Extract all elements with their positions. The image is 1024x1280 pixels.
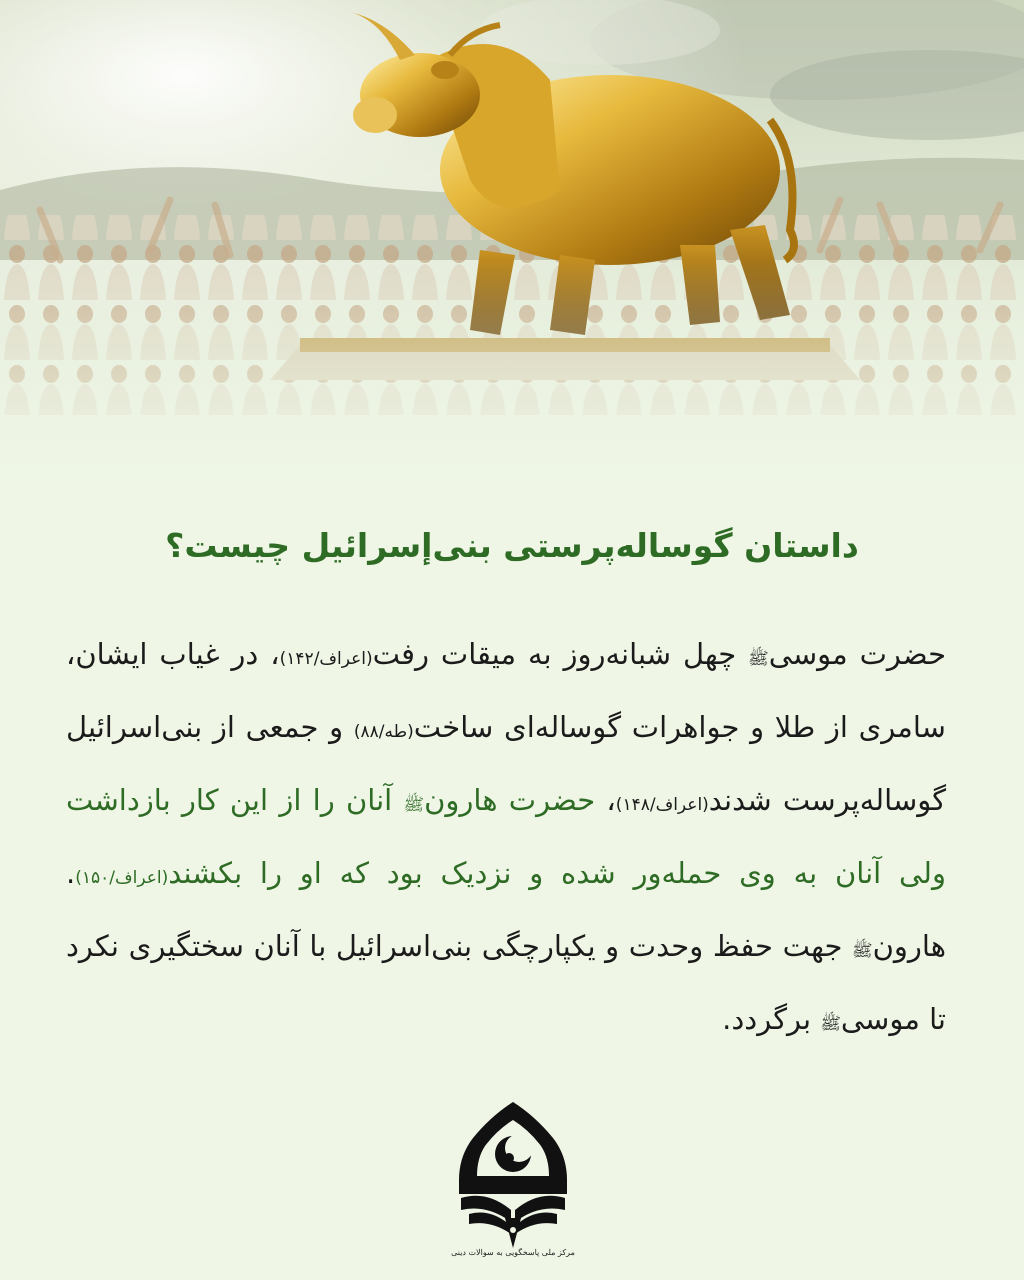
article-title: داستان گوساله‌پرستی بنی‌إسرائیل چیست؟ — [165, 526, 859, 565]
logo-caption: مرکز ملی پاسخگویی به سوالات دینی — [451, 1248, 575, 1257]
body-segment: حضرت موسی — [768, 637, 947, 671]
honorific: ﷺ — [852, 941, 873, 961]
highlighted-segment: آنان را از این کار بازداشت ولی آنان به وی حمله‌ور شده و نزدیک بود که او را بکشند — [66, 783, 946, 890]
verse-reference: (طه/۸۸) — [353, 722, 414, 742]
honorific: ﷺ — [748, 649, 769, 669]
emblem-icon — [451, 1098, 575, 1268]
highlighted-segment: حضرت هارون — [424, 783, 596, 817]
verse-reference: (اعراف/۱۵۰) — [75, 868, 169, 888]
golden-calf-illustration — [0, 0, 1024, 500]
body-segment: ، — [595, 783, 616, 817]
body-segment: و جمعی از بنی‌اسرائیل گوساله‌پرست شدند — [66, 710, 947, 817]
verse-reference: (اعراف/۱۴۸) — [615, 795, 709, 815]
article — [0, 500, 1024, 1280]
hero-image — [0, 0, 1024, 500]
honorific: ﷺ — [403, 795, 425, 815]
verse-reference: (اعراف/۱۴۲) — [279, 649, 373, 669]
body-segment: . هارون — [66, 856, 946, 963]
body-segment: چهل شبانه‌روز به میقات رفت — [372, 637, 749, 671]
body-segment: جهت حفظ وحدت و یکپارچگی بنی‌اسرائیل با آنان سختگیری نکرد تا موسی — [66, 929, 946, 1036]
article-body — [66, 620, 946, 1058]
honorific: ﷺ — [820, 1014, 841, 1034]
body-segment: ، در غیاب ایشان، سامری از طلا و جواهرات گوساله‌ای ساخت — [66, 637, 946, 744]
logo-emblem — [451, 1098, 575, 1268]
body-segment: برگردد. — [722, 1002, 821, 1036]
